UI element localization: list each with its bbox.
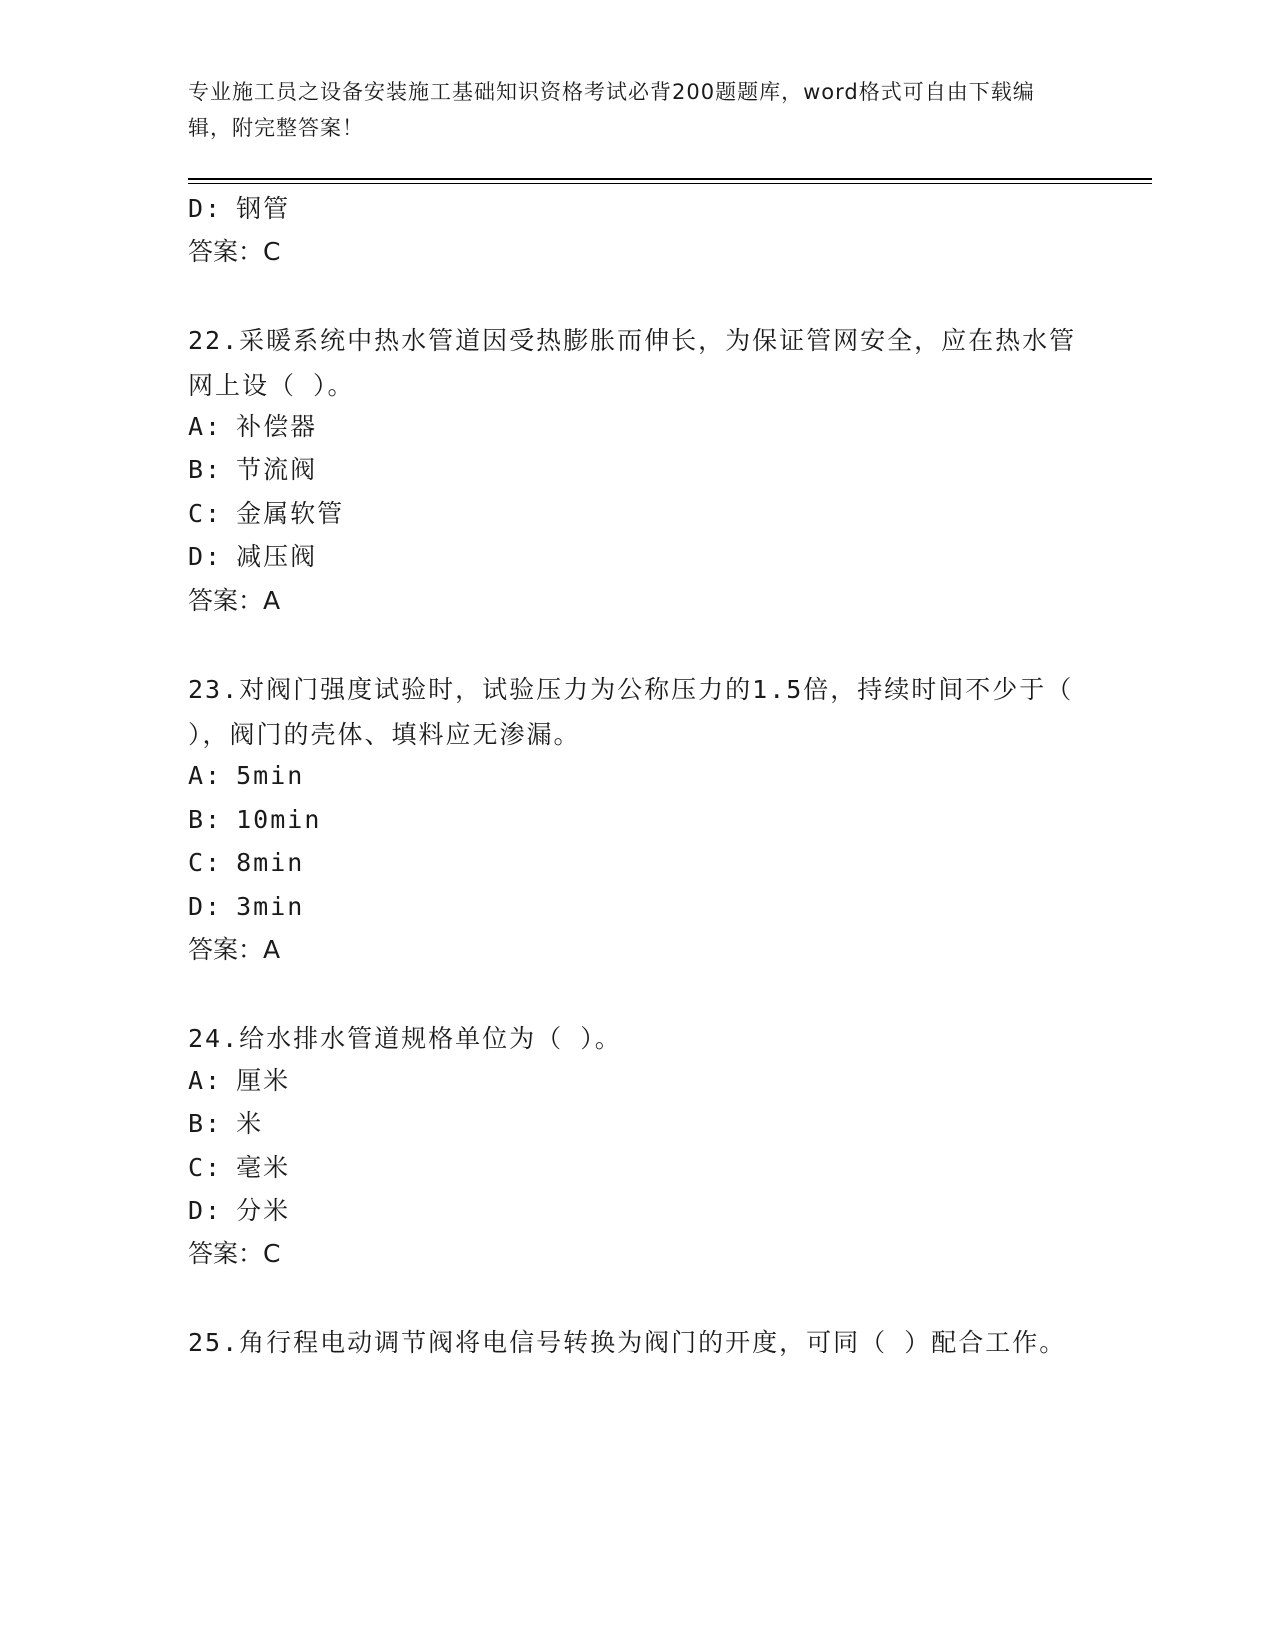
option-text: 8min [236, 848, 305, 877]
option-label: B: [188, 805, 223, 834]
option-text: 米 [236, 1109, 264, 1138]
option-line [188, 1196, 290, 1226]
answer-line: 答案：C [188, 237, 281, 266]
option-line [188, 542, 317, 572]
option-line [188, 1066, 290, 1096]
option-label: C: [188, 499, 223, 528]
option-label: C: [188, 1153, 223, 1182]
question-stem: 25.角行程电动调节阀将电信号转换为阀门的开度，可同（ ）配合工作。 [188, 1328, 1067, 1357]
option-line [188, 848, 304, 878]
option-text: 钢管 [236, 194, 291, 223]
option-text: 毫米 [236, 1153, 291, 1182]
option-line [188, 805, 321, 835]
option-label: B: [188, 455, 223, 484]
option-label: A: [188, 412, 223, 441]
option-line [188, 1153, 290, 1183]
option-label: A: [188, 1066, 223, 1095]
answer-line: 答案：A [188, 586, 281, 615]
option-text: 5min [236, 761, 305, 790]
option-label: D: [188, 892, 223, 921]
question-stem: 23.对阀门强度试验时，试验压力为公称压力的1.5倍，持续时间不少于（ ），阀门的壳体、填料应无渗漏。 [188, 675, 1074, 749]
option-text: 3min [236, 892, 305, 921]
question-stem: 24.给水排水管道规格单位为（ ）。 [188, 1024, 622, 1053]
option-line [188, 1109, 263, 1139]
option-text: 减压阀 [236, 542, 318, 571]
option-text: 10min [236, 805, 322, 834]
question-stem: 22.采暖系统中热水管道因受热膨胀而伸长，为保证管网安全，应在热水管网上设（ ）。 [188, 326, 1077, 400]
option-label: A: [188, 761, 223, 790]
option-label: D: [188, 1196, 223, 1225]
answer-line: 答案：A [188, 935, 281, 964]
header-rule-thin [188, 183, 1152, 184]
answer-line: 答案：C [188, 1239, 281, 1268]
option-line [188, 892, 304, 922]
page-header: 专业施工员之设备安装施工基础知识资格考试必背200题题库，word格式可自由下载编辑，附完整答案！ [188, 80, 1035, 140]
option-text: 补偿器 [236, 412, 318, 441]
option-line [188, 499, 344, 529]
option-label: C: [188, 848, 223, 877]
option-text: 节流阀 [236, 455, 318, 484]
option-label: B: [188, 1109, 223, 1138]
header-rule-thick [188, 178, 1152, 180]
option-text: 厘米 [236, 1066, 291, 1095]
option-text: 分米 [236, 1196, 291, 1225]
option-line [188, 455, 317, 485]
option-label: D: [188, 194, 223, 223]
option-line [188, 761, 304, 791]
option-label: D: [188, 542, 223, 571]
option-line [188, 194, 290, 224]
option-text: 金属软管 [236, 499, 345, 528]
option-line [188, 412, 317, 442]
